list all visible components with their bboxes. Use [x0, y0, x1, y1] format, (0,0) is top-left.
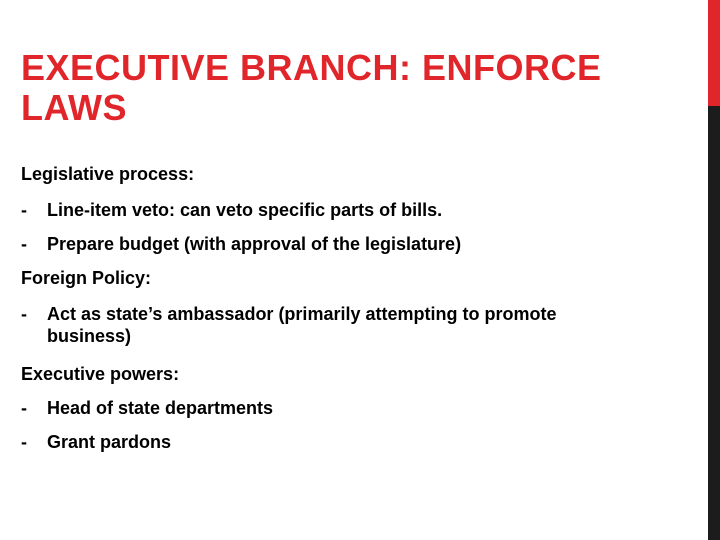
list-item-text: Line-item veto: can veto specific parts of bills.	[47, 200, 443, 220]
bullet-dash: -	[21, 234, 27, 254]
list-item	[21, 233, 661, 255]
list-item-text: Head of state departments	[47, 398, 274, 418]
bullet-dash: -	[21, 432, 27, 452]
section-heading-foreign-policy: Foreign Policy:	[21, 268, 152, 288]
list-item	[21, 199, 661, 221]
accent-bar-dark	[708, 106, 720, 540]
bullet-dash: -	[21, 398, 27, 418]
list-item	[21, 303, 621, 347]
slide-title: EXECUTIVE BRANCH: ENFORCE LAWS	[21, 47, 602, 128]
list-item	[21, 431, 661, 453]
section-heading-executive-powers: Executive powers:	[21, 364, 180, 384]
list-item	[21, 397, 661, 419]
list-item-text: Act as state’s ambassador (primarily attempting to promote business)	[47, 304, 557, 346]
bullet-dash: -	[21, 304, 27, 324]
list-item-text: Prepare budget (with approval of the legislature)	[47, 234, 462, 254]
bullet-dash: -	[21, 200, 27, 220]
accent-bar-red	[708, 0, 720, 106]
section-heading-legislative-process: Legislative process:	[21, 164, 195, 184]
list-item-text: Grant pardons	[47, 432, 172, 452]
